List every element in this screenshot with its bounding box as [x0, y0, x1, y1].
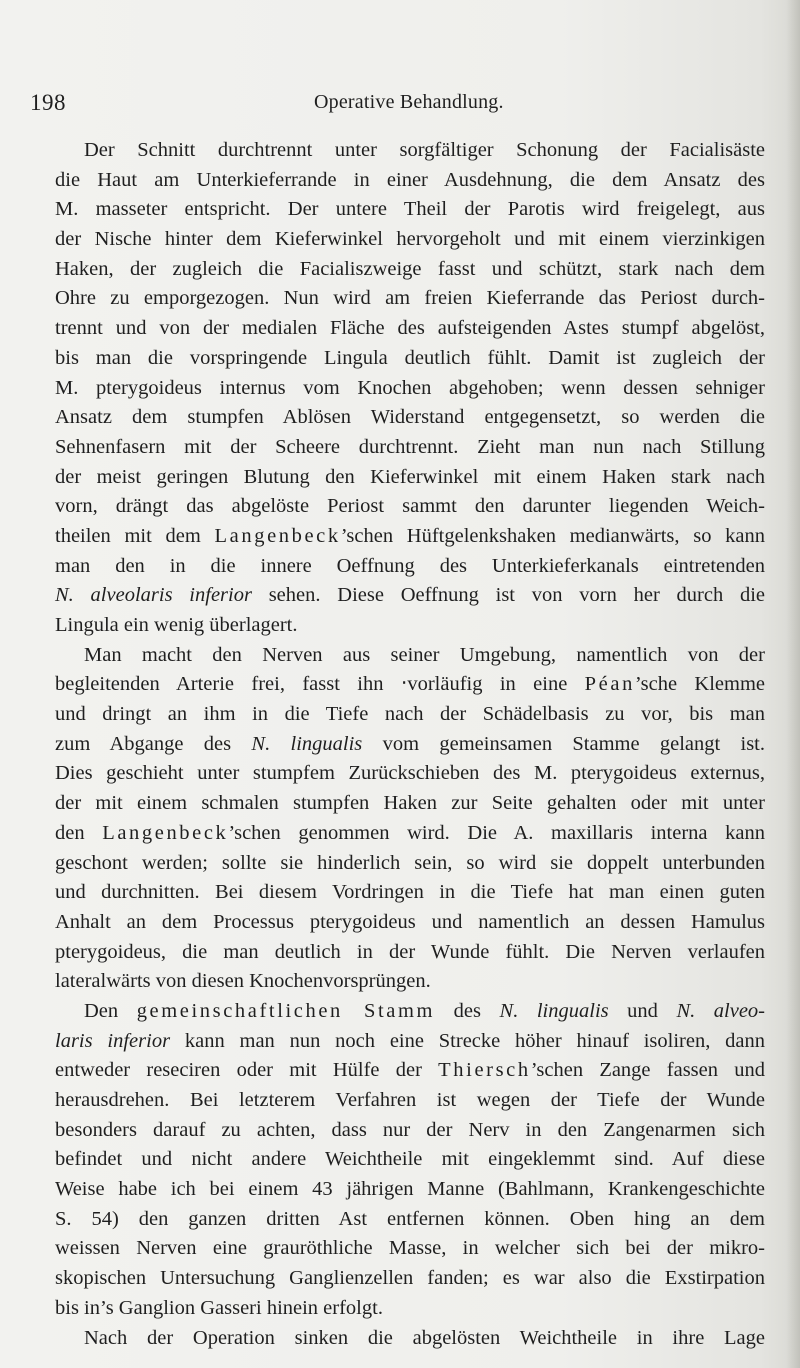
text-run: sehen. Diese Oeffnung ist von vorn her durch die	[251, 584, 765, 607]
text-run: ’schen Zange fassen und	[530, 1059, 765, 1082]
text-line	[55, 908, 765, 938]
text-run: des	[435, 999, 500, 1022]
text-line	[55, 284, 765, 314]
text-line	[55, 759, 765, 789]
text-run: geschont werden; sollte sie hinderlich sein, so wird sie doppelt unterbunden	[55, 851, 765, 874]
text-line	[55, 1086, 765, 1116]
spaced-name: Thiersch	[438, 1059, 531, 1082]
page-header	[30, 90, 750, 120]
text-line	[55, 1294, 765, 1324]
text-run: begleitenden Arterie frei, fasst ihn ‧vorläufig in eine	[55, 673, 585, 696]
text-line	[55, 967, 765, 997]
italic-term: N. alveo-	[676, 999, 766, 1022]
text-run: und dringt an ihm in die Tiefe nach der Schädelbasis zu vor, bis man	[55, 703, 765, 726]
body-text	[55, 136, 765, 1353]
text-line	[55, 314, 765, 344]
text-run: die Haut am Unterkieferrande in einer Ausdehnung, die dem Ansatz des	[55, 168, 765, 191]
text-run: bis man die vorspringende Lingula deutlich fühlt. Damit ist zugleich der	[55, 346, 765, 369]
text-line	[55, 374, 765, 404]
text-line	[55, 1145, 765, 1175]
text-run: Der Schnitt durchtrennt unter sorgfältiger Schonung der Facialisäste	[84, 139, 765, 161]
text-line	[55, 166, 765, 196]
text-line	[55, 1027, 765, 1057]
text-run: Haken, der zugleich die Facialiszweige fasst und schützt, stark nach dem	[55, 257, 765, 280]
text-line	[55, 938, 765, 968]
text-run: und durchnitten. Bei diesem Vordringen in die Tiefe hat man einen guten	[55, 881, 765, 904]
text-line	[55, 1205, 765, 1235]
text-run: M. masseter entspricht. Der untere Theil der Parotis wird freigelegt, aus	[55, 198, 765, 221]
text-run: ’schen Hüftgelenkshaken medianwärts, so kann	[340, 524, 766, 547]
text-run: pterygoideus, die man deutlich in der Wunde fühlt. Die Nerven verlaufen	[55, 940, 765, 963]
text-run: Ansatz dem stumpfen Ablösen Widerstand entgegensetzt, so werden die	[55, 406, 765, 429]
text-line	[55, 730, 765, 760]
text-line	[55, 136, 765, 166]
text-line	[55, 581, 765, 611]
text-run: und	[608, 999, 677, 1022]
text-run: Man macht den Nerven aus seiner Umgebung, namentlich von der	[84, 643, 765, 666]
text-run: der mit einem schmalen stumpfen Haken zur Seite gehalten oder mit unter	[55, 792, 765, 815]
spaced-name: Langenbeck	[214, 524, 341, 547]
text-run: vorn, drängt das abgelöste Periost sammt den darunter liegenden Weich-	[55, 495, 765, 518]
text-line	[55, 552, 765, 582]
italic-term: N. lingualis	[499, 999, 609, 1022]
text-run: herausdrehen. Bei letzterem Verfahren ist wegen der Tiefe der Wunde	[55, 1089, 765, 1111]
text-run: trennt und von der medialen Fläche des aufsteigenden Astes stumpf abgelöst,	[55, 317, 765, 340]
text-run: entweder reseciren oder mit Hülfe der	[55, 1059, 439, 1082]
text-run: der meist geringen Blutung den Kieferwinkel mit einem Haken stark nach	[55, 465, 765, 488]
text-run: Sehnenfasern mit der Scheere durchtrennt. Zieht man nun nach Stillung	[55, 435, 765, 458]
text-run: der Nische hinter dem Kieferwinkel hervorgeholt und mit einem vierzinkigen	[55, 228, 765, 251]
text-line	[55, 225, 765, 255]
text-line	[55, 611, 765, 641]
running-head: Operative Behandlung.	[314, 91, 504, 113]
text-run: den	[55, 821, 103, 844]
text-run: Den	[84, 999, 137, 1022]
text-line	[55, 492, 765, 522]
italic-term: laris inferior	[55, 1029, 171, 1052]
text-line	[55, 670, 765, 700]
text-run: skopischen Untersuchung Ganglienzellen fanden; es war also die Exstirpation	[55, 1267, 765, 1290]
text-line	[55, 849, 765, 879]
text-run: Lingula ein wenig überlagert.	[55, 614, 298, 636]
text-run: lateralwärts von diesen Knochenvorsprüngen.	[55, 970, 431, 993]
text-line	[55, 789, 765, 819]
text-run: bis in’s Ganglion Gasseri hinein erfolgt.	[55, 1296, 383, 1319]
text-line	[55, 1116, 765, 1146]
text-run: ’schen genommen wird. Die A. maxillaris interna kann	[228, 821, 765, 844]
text-run: Ohre zu emporgezogen. Nun wird am freien Kieferrande das Periost durch-	[55, 287, 765, 310]
text-run: vom gemeinsamen Stamme gelangt ist.	[362, 732, 765, 755]
text-line	[55, 1324, 765, 1354]
spaced-name: gemeinschaftlichen Stamm	[136, 999, 436, 1022]
text-run: Anhalt an dem Processus pterygoideus und namentlich an dessen Hamulus	[55, 910, 765, 933]
page-number: 198	[30, 90, 66, 115]
text-line	[55, 878, 765, 908]
text-line	[55, 700, 765, 730]
text-line	[55, 255, 765, 285]
text-line	[55, 344, 765, 374]
text-run: man den in die innere Oeffnung des Unterkieferkanals eintretenden	[55, 554, 765, 577]
text-run: S. 54) den ganzen dritten Ast entfernen können. Oben hing an dem	[55, 1207, 765, 1230]
text-line	[55, 997, 765, 1027]
text-run: weissen Nerven eine grauröthliche Masse, in welcher sich bei der mikro-	[55, 1237, 765, 1260]
text-line	[55, 1264, 765, 1294]
page-edge-shadow	[786, 0, 800, 1368]
text-line	[55, 522, 765, 552]
text-line	[55, 403, 765, 433]
text-line	[55, 1234, 765, 1264]
spaced-name: Langenbeck	[102, 821, 229, 844]
text-run: theilen mit dem	[55, 524, 215, 547]
text-line	[55, 641, 765, 671]
italic-term: N. alveolaris inferior	[55, 584, 252, 607]
text-run: kann man nun noch eine Strecke höher hinauf isoliren, dann	[170, 1029, 765, 1052]
text-run: M. pterygoideus internus vom Knochen abgehoben; wenn dessen sehniger	[55, 376, 765, 399]
text-line	[55, 195, 765, 225]
text-run: Nach der Operation sinken die abgelösten Weichtheile in ihre Lage	[84, 1326, 765, 1349]
text-run: Weise habe ich bei einem 43 jährigen Manne (Bahlmann, Krankengeschichte	[55, 1178, 765, 1201]
text-line	[55, 1056, 765, 1086]
text-line	[55, 819, 765, 849]
text-run: zum Abgange des	[55, 732, 252, 755]
spaced-name: Péan	[584, 673, 635, 696]
text-line	[55, 433, 765, 463]
text-line	[55, 1175, 765, 1205]
text-run: Dies geschieht unter stumpfem Zurückschieben des M. pterygoideus externus,	[55, 762, 765, 785]
text-run: befindet und nicht andere Weichtheile mit eingeklemmt sind. Auf diese	[55, 1148, 765, 1171]
text-run: besonders darauf zu achten, dass nur der Nerv in den Zangenarmen sich	[55, 1118, 765, 1141]
text-run: ’sche Klemme	[634, 673, 765, 696]
italic-term: N. lingualis	[251, 732, 363, 755]
text-line	[55, 463, 765, 493]
